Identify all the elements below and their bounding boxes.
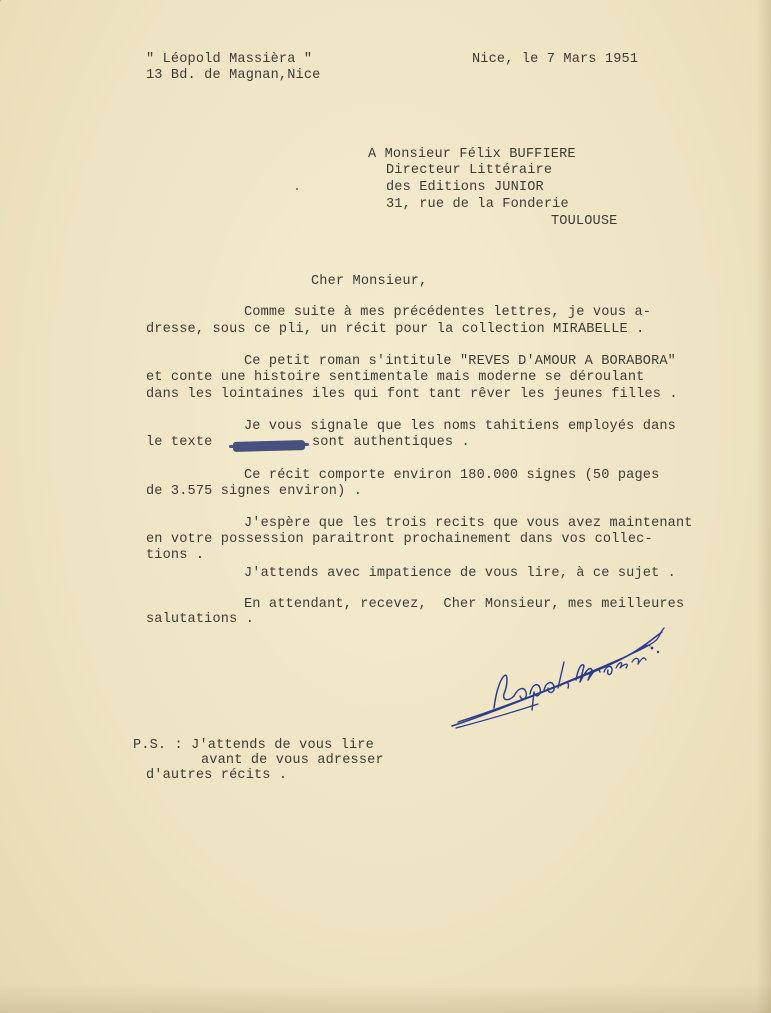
body-p7-line-2: salutations .	[146, 612, 254, 627]
postscript-line-3: d'autres récits .	[146, 768, 288, 783]
body-p2-line-2: et conte une histoire sentimentale mais moderne se déroulant	[146, 370, 645, 385]
body-p5-line-3: tions .	[146, 548, 205, 563]
letter-date: Nice, le 7 Mars 1951	[472, 52, 639, 67]
body-p2-line-3: dans les lointaines iles qui font tant rêver les jeunes filles .	[146, 387, 678, 402]
postscript-line-1: P.S. : J'attends de vous lire	[133, 738, 374, 753]
page-edge-shadow	[757, 0, 771, 1013]
body-p5-line-1: J'espère que les trois recits que vous avez maintenant	[244, 516, 693, 531]
sender-block	[146, 52, 320, 83]
body-p4-line-1: Ce récit comporte environ 180.000 signes (50 pages	[244, 468, 660, 483]
body-p4-line-2: de 3.575 signes environ) .	[146, 484, 362, 499]
body-p1-line-1: Comme suite à mes précédentes lettres, je vous a-	[244, 305, 652, 320]
recipient-city: TOULOUSE	[551, 214, 618, 229]
recipient-line-2: Directeur Littéraire	[386, 163, 553, 178]
corner-fold-mark	[0, 0, 15, 14]
body-p3-line-1: Je vous signale que les noms tahitiens employés dans	[244, 419, 676, 434]
recipient-line-3: des Editions JUNIOR	[386, 180, 544, 195]
body-p2-line-1: Ce petit roman s'intitule "REVES D'AMOUR A BORABORA"	[244, 354, 676, 369]
postscript-line-2: avant de vous adresser	[201, 753, 384, 768]
recipient-line-4: 31, rue de la Fonderie	[386, 197, 569, 212]
page-bottom-shadow	[0, 983, 771, 1013]
body-p5-line-2: en votre possession paraitront prochainement dans vos collec-	[146, 532, 653, 547]
crossed-out-word	[233, 440, 305, 452]
salutation: Cher Monsieur,	[311, 274, 428, 289]
sender-name: " Léopold Massièra "	[146, 52, 313, 67]
recipient-line-1: A Monsieur Félix BUFFIERE	[368, 147, 576, 162]
body-p6: J'attends avec impatience de vous lire, à ce sujet .	[244, 566, 676, 581]
sender-address: 13 Bd. de Magnan,Nice	[146, 67, 321, 83]
body-p1-line-2: dresse, sous ce pli, un récit pour la collection MIRABELLE .	[146, 322, 645, 337]
ink-speck	[296, 188, 298, 190]
signature-strokes	[452, 628, 664, 728]
body-p3-line-2-start: le texte	[146, 435, 213, 450]
body-p7-line-1: En attendant, recevez, Cher Monsieur, mes meilleures	[244, 597, 685, 612]
body-p3-line-2-end: sont authentiques .	[312, 435, 470, 450]
handwritten-signature	[448, 622, 670, 734]
